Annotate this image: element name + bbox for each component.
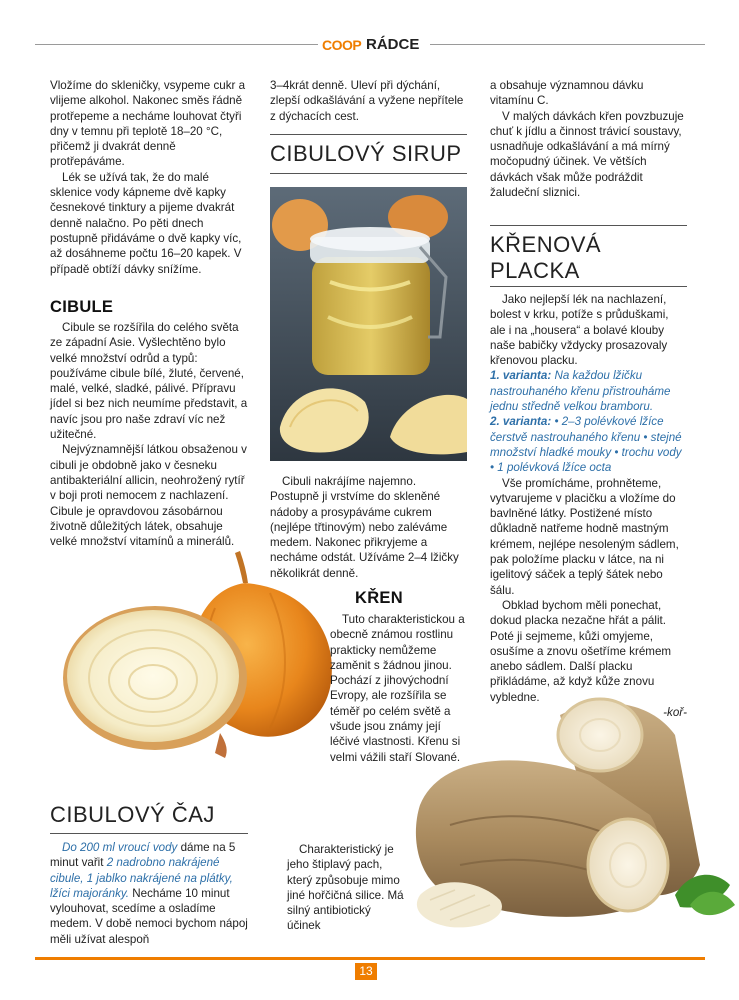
sirup-top-rule bbox=[270, 134, 467, 135]
caj-heading: CIBULOVÝ ČAJ bbox=[50, 802, 215, 827]
cibule-heading: CIBULE bbox=[50, 298, 114, 316]
coop-logo: COOP bbox=[322, 37, 362, 53]
variant-1-label: 1. varianta: bbox=[490, 369, 552, 383]
cibule-text bbox=[50, 320, 248, 549]
placka-heading-rule bbox=[490, 286, 687, 287]
sirup-heading-rule bbox=[270, 173, 467, 174]
author-signature: -koř- bbox=[663, 706, 687, 720]
placka-paragraph-2: Vše promícháme, prohněteme, vytvarujeme v placičku a vložíme do bavlněné látky. Postižené místo důkladně natřeme hodně mastným krémem, nejlépe nesoleným sádlem, pak položíme placku v látce, na ni igelitový sáček a teplý šátek nebo šálu. bbox=[490, 476, 679, 597]
col3-text bbox=[490, 78, 687, 200]
sirup-heading: CIBULOVÝ SIRUP bbox=[270, 141, 462, 166]
sirup-paragraph: Cibuli nakrájíme najemno. Postupně ji vrstvíme do skleněné nádoby a prosypáváme cukrem (nejlépe třtinovým) nebo zaléváme medem. Nakonec přikryjeme a necháme odstát. Užíváme 2–4 lžičky několikrát denně. bbox=[270, 475, 459, 580]
variant-1-text: Na každou lžičku nastrouhaného křenu přistrouháme jednu středně velkou bramboru. bbox=[490, 369, 671, 414]
kren-paragraph-2: Charakteristický je jeho štiplavý pach, který způsobuje mimo jiné hořčičná silice. Má silný antibiotický účinek bbox=[287, 843, 404, 933]
placka-paragraph-3: Obklad bychom měli ponechat, dokud placka nezačne hřát a pálit. Poté ji sejmeme, kůži omyjeme, osušíme a znovu ošetříme krémem anebo sádlem. Další placku přikládáme, až když kůže znovu vybledne. bbox=[490, 598, 672, 704]
caj-paragraph bbox=[50, 840, 248, 947]
placka-text bbox=[490, 292, 687, 720]
col3-top-paragraph: a obsahuje významnou dávku vitamínu C. bbox=[490, 79, 644, 108]
section-title: RÁDCE bbox=[366, 36, 420, 53]
col2-top-text: 3–4krát denně. Uleví při dýchání, zlepší odkašlávání a vyžene nepřítele z dýchacích cest. bbox=[270, 79, 464, 123]
cibule-paragraph-1: Cibule se rozšířila do celého světa ze západní Asie. Vyšlechtěno bylo velké množství odrůd a typů: používáme cibule bílé, žluté, červené, malé, velké, sladké, pálivé. Přípravu jídel si bez nich neumíme představit, a navíc jsou pro naše zdraví víc než užitečné. bbox=[50, 321, 248, 442]
intro-paragraph-2: Lék se užívá tak, že do malé sklenice vody kápneme dvě kapky česnekové tinktury a pijeme dvakrát denně nalačno. Po pěti dnech postupně přidáváme o dvě kapky víc, až dosáhneme počtu 16–20 kapek. V případě obtíží dávky snížíme. bbox=[50, 170, 242, 276]
intro-paragraph: Vložíme do skleničky, vsypeme cukr a vlijeme alkohol. Nakonec směs řádně protřepeme a necháme louhovat čtyři dny v temnu při teplotě 18–20 °C, přičemž ji dvakrát denně protřepáváme. bbox=[50, 79, 246, 169]
horseradish-image bbox=[400, 695, 739, 940]
variant-2 bbox=[490, 414, 687, 475]
kren-paragraph-1: Tuto charakteristickou a obecně známou rostlinu prakticky nemůžeme zaměnit s žádnou jinou. Pochází z jihovýchodní Evropy, ale rozšířila se téměř po celém světě a všude jsou známy její léčivé vlastnosti. Křenu si velmi vážili staří Slované. bbox=[330, 613, 465, 764]
variant-2-text: • 2–3 polévkové lžíce čerstvě nastrouhaného křenu • stejné množství hladké mouky • trochu vody • 1 polévková lžíce octa bbox=[490, 415, 682, 475]
footer-bar bbox=[35, 957, 705, 960]
placka-top-rule bbox=[490, 225, 687, 226]
caj-text-2: Necháme 10 minut vylouhovat, scedíme a osladíme medem. V době nemoci bychom nápoj měli užívat alespoň bbox=[50, 886, 248, 946]
caj-heading-rule bbox=[50, 833, 248, 834]
caj-ingredient-water: Do 200 ml vroucí vody bbox=[62, 841, 178, 854]
page-number: 13 bbox=[355, 963, 377, 980]
cibule-paragraph-2: Nejvýznamnější látkou obsaženou v cibuli je obdobně jako v česneku antibakteriální allicin, neohrožený rytíř v boji proti nemocem z nachlazení. Cibule je opravdovou zásobárnou životně důležitých látek, obsahuje velké množství vitamínů a minerálů. bbox=[50, 443, 247, 549]
kren-heading: KŘEN bbox=[355, 589, 403, 607]
variant-2-label: 2. varianta: bbox=[490, 415, 552, 429]
caj-text-1: dáme na 5 minut vařit bbox=[50, 841, 236, 870]
col3-top-paragraph-2: V malých dávkách křen povzbuzuje chuť k jídlu a činnost trávicí soustavy, usnadňuje odkašlávání a má mírný močopudný účinek. Ve větších dávkách však může podráždit žaludeční sliznici. bbox=[490, 109, 684, 200]
placka-heading bbox=[490, 232, 601, 284]
onion-syrup-jar-image bbox=[270, 187, 467, 461]
placka-paragraph-1: Jako nejlepší lék na nachlazení, bolest v krku, potíže s průduškami, ale i na „housera“ a bolavé klouby naše babičky vždycky prosazovaly křenovou placku. bbox=[490, 293, 669, 368]
caj-ingredients: 2 nadrobno nakrájené cibule, 1 jablko nakrájené na plátky, lžíci majoránky. bbox=[50, 856, 233, 900]
variant-1 bbox=[490, 368, 687, 414]
col1-text bbox=[50, 78, 248, 277]
placka-heading-line-2: PLACKA bbox=[490, 258, 580, 283]
placka-heading-line-1: KŘENOVÁ bbox=[490, 232, 602, 257]
